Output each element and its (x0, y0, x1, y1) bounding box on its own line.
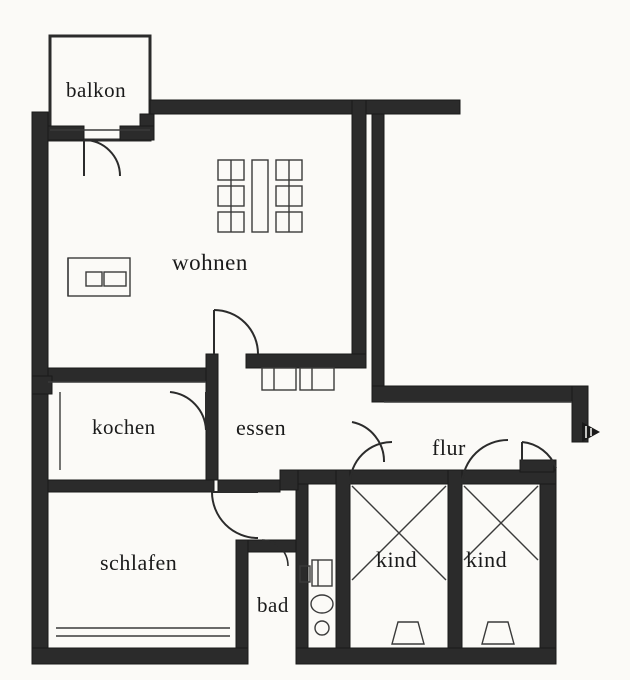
room-label-schlafen: schlafen (100, 550, 178, 575)
door-balkon (84, 140, 120, 176)
wall-bad-left (236, 540, 248, 660)
room-label-flur: flur (432, 435, 466, 460)
wall-kind-mid (448, 470, 462, 660)
essen-fixtures (262, 368, 334, 390)
wall-nub-flur-right (520, 460, 554, 472)
wall-bottom-outer (32, 648, 248, 664)
wall-bad-right (296, 484, 308, 660)
wohnen-window-grid (218, 160, 302, 232)
door-kochen (170, 392, 206, 430)
wall-left-upper (32, 112, 48, 380)
wall-right-outer-2 (540, 460, 556, 660)
wohnen-furniture (68, 258, 130, 296)
wall-balkon-sill (48, 126, 84, 140)
room-label-balkon: balkon (66, 78, 127, 102)
wall-nub-left-mid (32, 376, 52, 394)
door-schlafen (212, 492, 258, 538)
wall-wohnen-bottom (48, 368, 214, 382)
wall-bottom-outer-2 (296, 648, 556, 664)
wall-wohnen-right (352, 100, 366, 368)
wall-wohnen-right-2 (372, 114, 384, 386)
wall-essen-bottom (218, 480, 280, 492)
room-label-wohnen: wohnen (172, 250, 248, 275)
wall-top-wohnen (150, 100, 365, 114)
room-label-kochen: kochen (92, 415, 156, 439)
wall-essen-top (246, 354, 366, 368)
wall-balkon-sill2 (120, 126, 154, 140)
room-label-essen: essen (236, 415, 287, 440)
entrance-direction-arrow (582, 422, 600, 442)
wall-kochen-essen (206, 354, 218, 480)
room-label-kind-1: kind (376, 547, 418, 572)
wall-flur-top (372, 386, 588, 402)
door-wohnen-essen (214, 310, 258, 354)
room-label-kind-2: kind (466, 547, 508, 572)
wall-kind-left (336, 470, 350, 660)
schlafen-fixtures (56, 628, 230, 636)
wall-nub-essen (280, 470, 298, 490)
wall-flur-bottom (296, 470, 556, 484)
doors-group (84, 140, 556, 566)
wall-top-right-beam (365, 100, 460, 114)
wall-kochen-bottom (48, 480, 214, 492)
room-label-bad: bad (257, 593, 289, 617)
wall-left-lower (32, 392, 48, 664)
door-essen-flur (352, 422, 384, 462)
